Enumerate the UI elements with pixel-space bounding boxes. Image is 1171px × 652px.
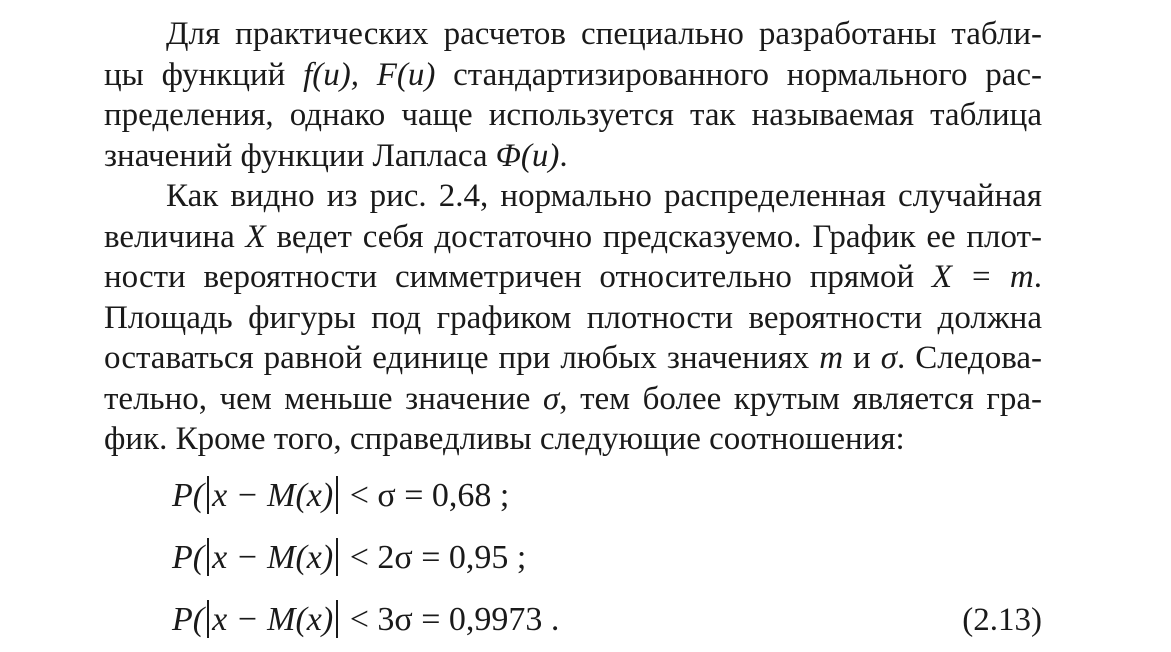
formula-right: < 2σ = 0,95 ; (341, 538, 527, 576)
text-span: пределения, однако чаще используется так называемая таблица (104, 97, 1042, 133)
paragraph-1-line-2 (104, 55, 1042, 96)
text-span: величина (104, 218, 246, 255)
abs-bar-right (336, 600, 338, 638)
text-span: и (843, 340, 881, 376)
text-span: ности вероятности симметричен относительно прямой (104, 259, 932, 295)
text-span: . (559, 137, 568, 174)
math-phi-u: Φ(u) (495, 137, 560, 174)
document-page (104, 14, 1042, 652)
abs-bar-left (207, 476, 209, 514)
formula-expression (172, 538, 526, 578)
text-span: значений функции Лапласа (104, 137, 496, 174)
math-sigma: σ (880, 340, 897, 376)
formula-3 (104, 590, 1042, 652)
text-span: фик. Кроме того, справедливы следующие соотношения: (104, 421, 905, 457)
formula-1 (104, 466, 1042, 528)
formula-right: < 3σ = 0,9973 . (341, 600, 560, 638)
math-F-u: F(u) (376, 56, 436, 93)
formula-left: P( (172, 538, 205, 576)
text-span: . Следова- (896, 340, 1042, 376)
abs-bar-right (336, 538, 338, 576)
formula-2 (104, 528, 1042, 590)
paragraph-1-line-3 (104, 95, 1042, 136)
paragraph-2-line-7 (104, 419, 1042, 460)
paragraph-1-line-4 (104, 136, 1042, 177)
text-span: оставаться равной единице при любых значениях (104, 340, 820, 376)
text-span: стандартизированного нормального рас- (435, 56, 1042, 93)
paragraph-2-line-3 (104, 257, 1042, 298)
paragraph-2-line-2 (104, 217, 1042, 258)
paragraph-2-line-1 (104, 176, 1042, 217)
abs-bar-left (207, 538, 209, 576)
text-span: тельно, чем меньше значение (104, 380, 543, 417)
formula-left: P( (172, 600, 205, 638)
text-span: ведет себя достаточно предсказуемо. График ее плот- (265, 218, 1042, 255)
text-span (359, 57, 377, 93)
formula-left: P( (172, 476, 205, 514)
text-span: . (1033, 259, 1042, 295)
paragraph-2-line-6 (104, 379, 1042, 420)
text-span: , тем более крутым является гра- (559, 380, 1042, 417)
formula-right: < σ = 0,68 ; (341, 476, 510, 514)
text-span: цы функций (104, 56, 304, 93)
formula-inner: x − M(x) (212, 600, 334, 638)
abs-bar-right (336, 476, 338, 514)
text-span: Площадь фигуры под графиком плотности вероятности должна (104, 299, 1042, 336)
math-sigma: σ (542, 380, 560, 417)
paragraph-2-line-4 (104, 298, 1042, 339)
math-m: m (819, 340, 844, 376)
paragraph-2-line-5 (104, 338, 1042, 379)
formula-expression (172, 476, 509, 516)
formula-inner: x − M(x) (212, 538, 334, 576)
formula-number: (2.13) (962, 601, 1042, 638)
formula-inner: x − M(x) (212, 476, 334, 514)
formula-expression (172, 600, 559, 640)
math-x-equals-m: X = m (931, 259, 1034, 295)
math-x: X (245, 218, 266, 255)
text-span: Для практических расчетов специально разработаны табли- (166, 16, 1042, 52)
math-f-u: f(u), (303, 56, 359, 93)
paragraph-1-line-1 (104, 14, 1042, 55)
text-span: Как видно из рис. 2.4, нормально распределенная случайная (166, 178, 1042, 214)
abs-bar-left (207, 600, 209, 638)
